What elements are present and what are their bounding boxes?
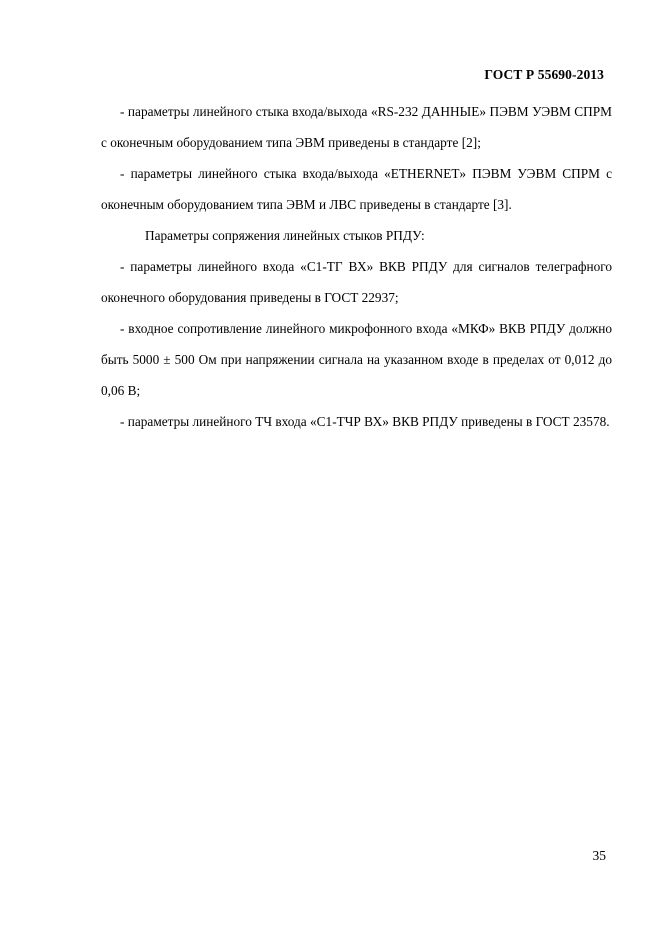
paragraph-rs232: - параметры линейного стыка входа/выхода «RS-232 ДАННЫЕ» ПЭВМ УЭВМ СПРМ с оконечным оборудованием типа ЭВМ приведены в стандарте [2]; bbox=[101, 104, 612, 150]
paragraph-rpdu-intro: Параметры сопряжения линейных стыков РПДУ: bbox=[145, 228, 425, 243]
standard-designation: ГОСТ Р 55690-2013 bbox=[484, 67, 604, 82]
paragraph-mkf-input: - входное сопротивление линейного микрофонного входа «МКФ» ВКВ РПДУ должно быть 5000 ± 500 Ом при напряжении сигнала на указанном входе в пределах от 0,012 до 0,06 В; bbox=[101, 321, 612, 398]
document-body bbox=[101, 96, 612, 437]
page-number: 35 bbox=[592, 848, 606, 863]
paragraph-c1-tg-input: - параметры линейного входа «С1-ТГ ВХ» ВКВ РПДУ для сигналов телеграфного оконечного оборудования приведены в ГОСТ 22937; bbox=[101, 259, 612, 305]
paragraph-c1-tchr-input: - параметры линейного ТЧ входа «С1-ТЧР ВХ» ВКВ РПДУ приведены в ГОСТ 23578. bbox=[120, 414, 610, 429]
paragraph-ethernet: - параметры линейного стыка входа/выхода «ETHERNET» ПЭВМ УЭВМ СПРМ с оконечным оборудованием типа ЭВМ и ЛВС приведены в стандарте [3]. bbox=[101, 166, 612, 212]
